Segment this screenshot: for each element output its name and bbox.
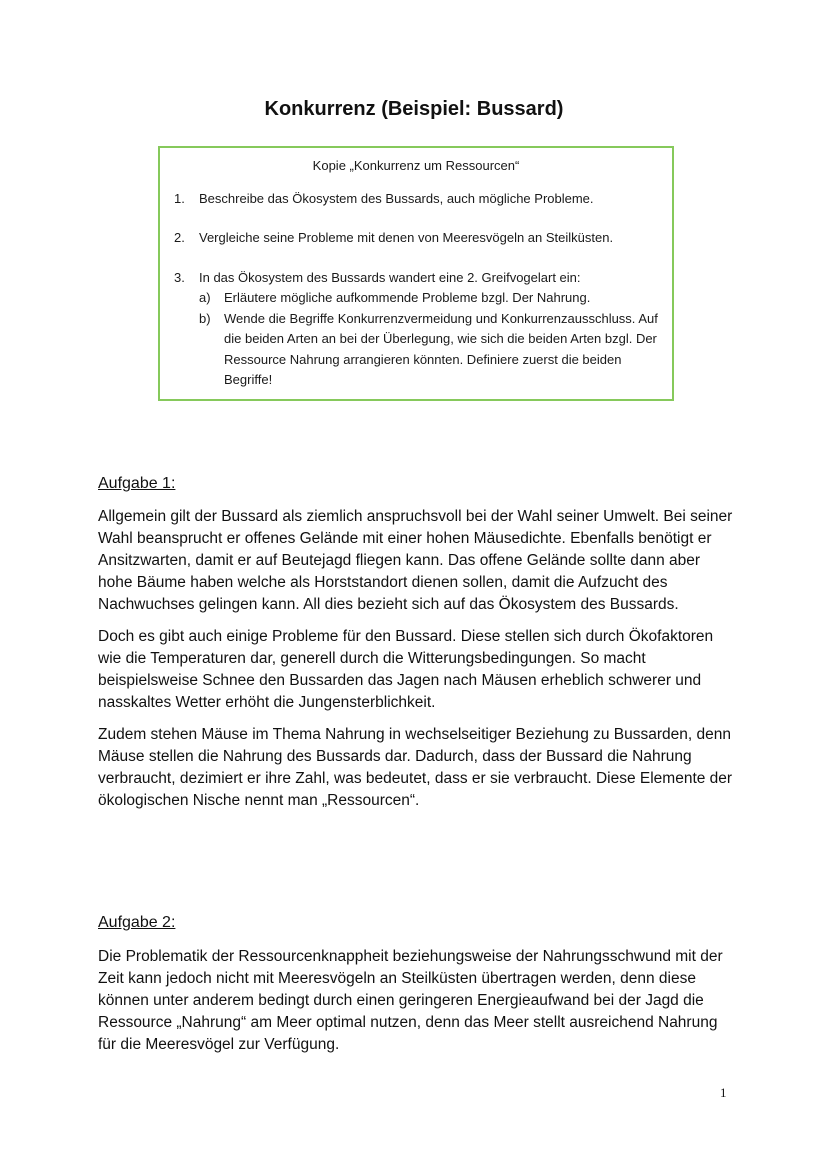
section-body-aufgabe-2 [98,946,738,1066]
subtask-text: Erläutere mögliche aufkommende Probleme bzgl. Der Nahrung. [224,290,591,305]
page-number: 1 [720,1085,727,1100]
subtask-item [199,288,658,309]
subtask-list [199,288,658,391]
section-body-aufgabe-1 [98,506,738,822]
task-item [174,189,658,210]
paragraph: Die Problematik der Ressourcenknappheit beziehungsweise der Nahrungsschwund mit der Zeit kann jedoch nicht mit Meeresvögeln an Steilküsten übertragen werden, denn diese können unter anderem bedingt durch einen geringeren Energieaufwand bei der Jagd die Ressource „Nahrung“ am Meer optimal nutzen, denn das Meer stellt ausreichend Nahrung für die Meeresvögel zur Verfügung. [98,948,723,1053]
subtask-item [199,309,658,391]
task-text: Beschreibe das Ökosystem des Bussards, auch mögliche Probleme. [199,190,594,206]
task-item [174,228,658,249]
task-number: 1. [174,190,185,206]
task-text: In das Ökosystem des Bussards wandert eine 2. Greifvogelart ein: [199,269,581,285]
subtask-letter: a) [199,290,211,305]
page-title: Konkurrenz (Beispiel: Bussard) [264,98,564,120]
paragraph: Allgemein gilt der Bussard als ziemlich anspruchsvoll bei der Wahl seiner Umwelt. Bei seiner Wahl beansprucht er offenes Gelände mit einer hohen Mäusedichte. Ebenfalls benötigt er Ansitzwarten, damit er auf Beutejagd fliegen kann. Das offene Gelände sollte dann aber hohe Bäume haben welche als Horststandort dienen sollen, damit die Aufzucht des Nachwuchses gelingen kann. All dies bezieht sich auf das Ökosystem des Bussards. [98,508,733,613]
subtask-letter: b) [199,310,211,326]
task-number: 2. [174,230,185,245]
task-text-block [199,268,658,391]
task-list [174,189,658,391]
paragraph: Zudem stehen Mäuse im Thema Nahrung in wechselseitiger Beziehung zu Bussarden, denn Mäuse stellen die Nahrung des Bussards dar. Dadurch, dass der Bussard die Nahrung verbraucht, dezimiert er ihre Zahl, was bedeutet, dass er sie verbraucht. Diese Elemente der ökologischen Nische nennt man „Ressourcen“. [98,726,733,809]
section-heading-aufgabe-1: Aufgabe 1: [98,475,176,492]
subtask-text: Wende die Begriffe Konkurrenzvermeidung und Konkurrenzausschluss. Auf die beiden Arten an bei der Überlegung, wie sich die beiden Arten bzgl. Der Ressource Nahrung arrangieren könnten. Definiere zuerst die beiden Begriffe! [224,310,658,387]
section-heading-aufgabe-2: Aufgabe 2: [98,914,176,931]
task-box [158,146,674,401]
task-item [174,268,658,391]
task-box-header: Kopie „Konkurrenz um Ressourcen“ [312,158,520,173]
paragraph: Doch es gibt auch einige Probleme für den Bussard. Diese stellen sich durch Ökofaktoren wie die Temperaturen dar, generell durch die Witterungsbedingungen. So macht beispielsweise Schnee den Bussarden das Jagen nach Mäusen erheblich schwerer und nasskaltes Wetter erhöht die Jungensterblichkeit. [98,628,714,711]
task-number: 3. [174,269,185,285]
task-text: Vergleiche seine Probleme mit denen von Meeresvögeln an Steilküsten. [199,230,614,245]
